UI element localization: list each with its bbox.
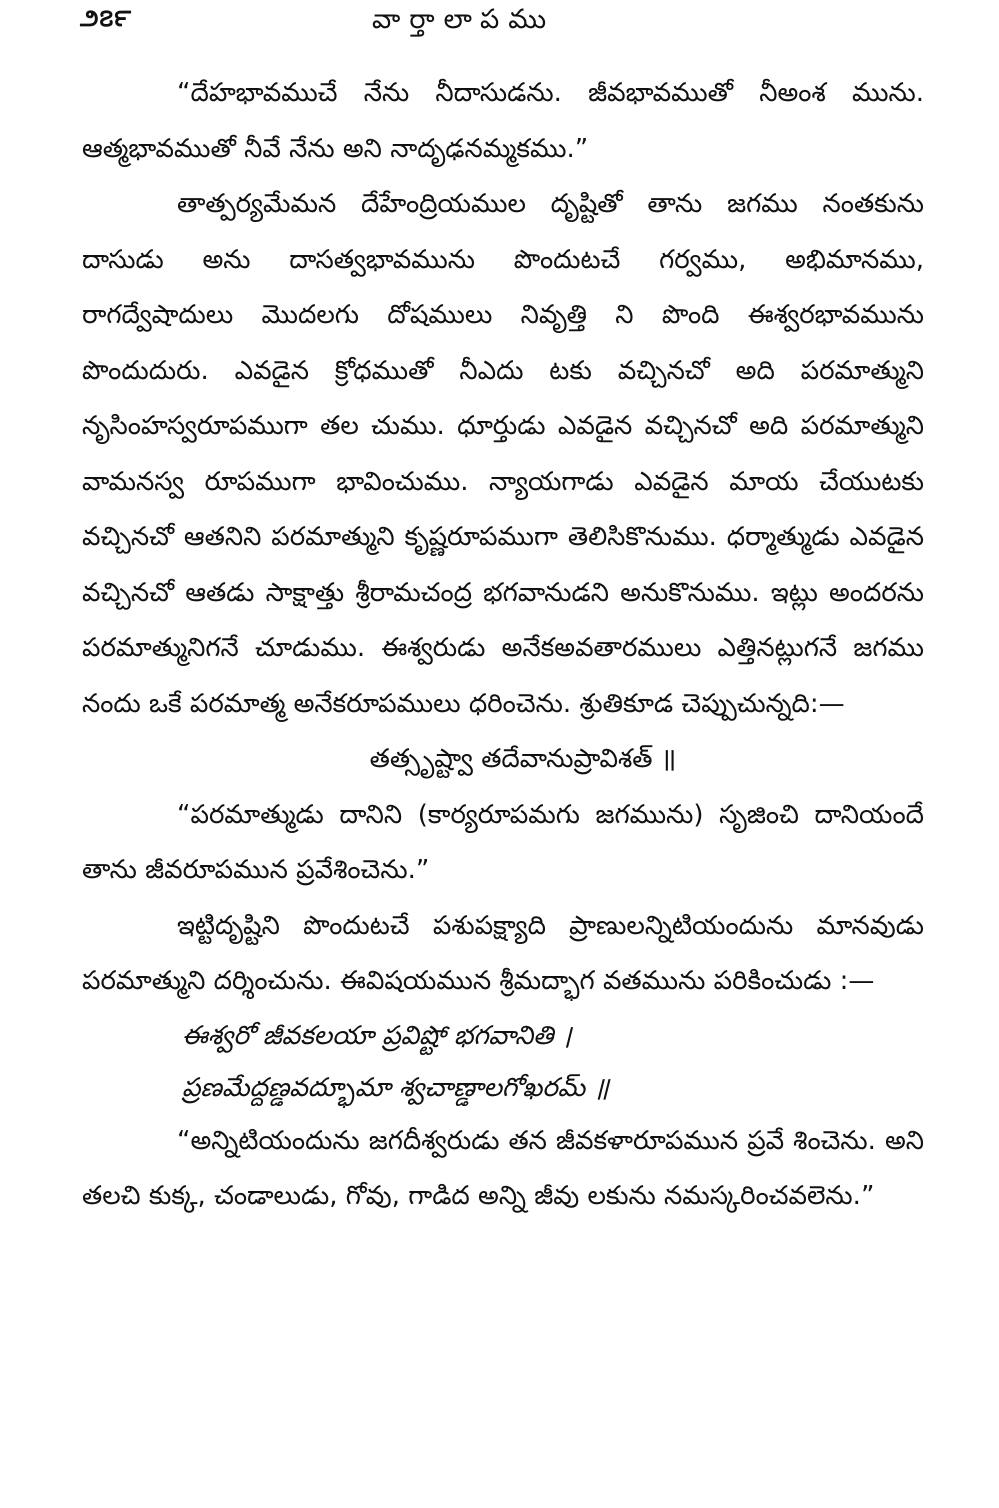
sloka-2-line-2: ప్రణమేద్దణ్డవద్భూమా శ్వచాణ్డాలగోఖరమ్ ॥ [182,1072,610,1103]
page-number: ౨౭౯ [80,4,133,32]
quote-paragraph-1: “దేహభావముచే నేను నీదాసుడను. జీవభావముతో నీఅంశ మును. ఆత్మభావముతో నీవే నేను అని నాదృఢనమ్మకము.” [82,78,924,164]
running-title: వార్తాలాపము [372,4,556,35]
bhagavatam-paragraph: ఇట్టిదృష్టిని పొందుటచే పశుపక్ష్యాది ప్రాణులన్నిటియందును మానవుడు పరమాత్ముని దర్శించును. ఈవిషయమున శ్రీమద్భాగ వతమును పరికించుడు :— [82,910,924,996]
page-body [82,66,924,1225]
quote-paragraph-2: “పరమాత్ముడు దానిని (కార్యరూపమగు జగమును) సృజించి దానియందే తాను జీవరూపమున ప్రవేశించెను.” [82,799,924,885]
sloka-2-line-1: ఈశ్వరో జీవకలయా ప్రవిష్టో భగవానితి । [182,1020,572,1051]
quote-paragraph-3: “అన్నిటియందును జగదీశ్వరుడు తన జీవకళారూపమున ప్రవే శించెను. అని తలచి కుక్క, చండాలుడు, గోవు, గాడిద అన్ని జీవు లకును నమస్కరించవలెను.” [82,1125,924,1211]
explanation-paragraph: తాత్పర్యమేమన దేహేంద్రియముల దృష్టితో తాను జగము నంతకును దాసుడు అను దాసత్వభావమును పొందుటచే గర్వము, అభిమానము, రాగద్వేషాదులు మొదలగు దోషములు నివృత్తి ని పొంది ఈశ్వరభావమును పొందుదురు. ఎవడైన క్రోధముతో నీఎదు టకు వచ్చినచో అది పరమాత్ముని నృసింహస్వరూపముగా తల చుము. ధూర్తుడు ఎవడైన వచ్చినచో అది పరమాత్ముని వామనస్వ రూపముగా భావించుము. న్యాయగాడు ఎవడైన మాయ చేయుటకు వచ్చినచో ఆతనిని పరమాత్ముని కృష్ణరూపముగా తెలిసికొనుము. ధర్మాత్ముడు ఎవడైన వచ్చినచో ఆతడు సాక్షాత్తు శ్రీరామచంద్ర భగవానుడని అనుకొనుము. ఇట్లు అందరను పరమాత్మునిగనే చూడుము. ఈశ్వరుడు అనేకఅవతారములు ఎత్తినట్లుగనే జగము నందు ఒకే పరమాత్మ అనేకరూపములు ధరించెను. శ్రుతికూడ చెప్పుచున్నది:— [82,189,924,719]
sloka-1: తత్సృష్ట్వా తదేవానుప్రావిశత్ ॥ [369,744,677,774]
page-header [0,4,999,44]
